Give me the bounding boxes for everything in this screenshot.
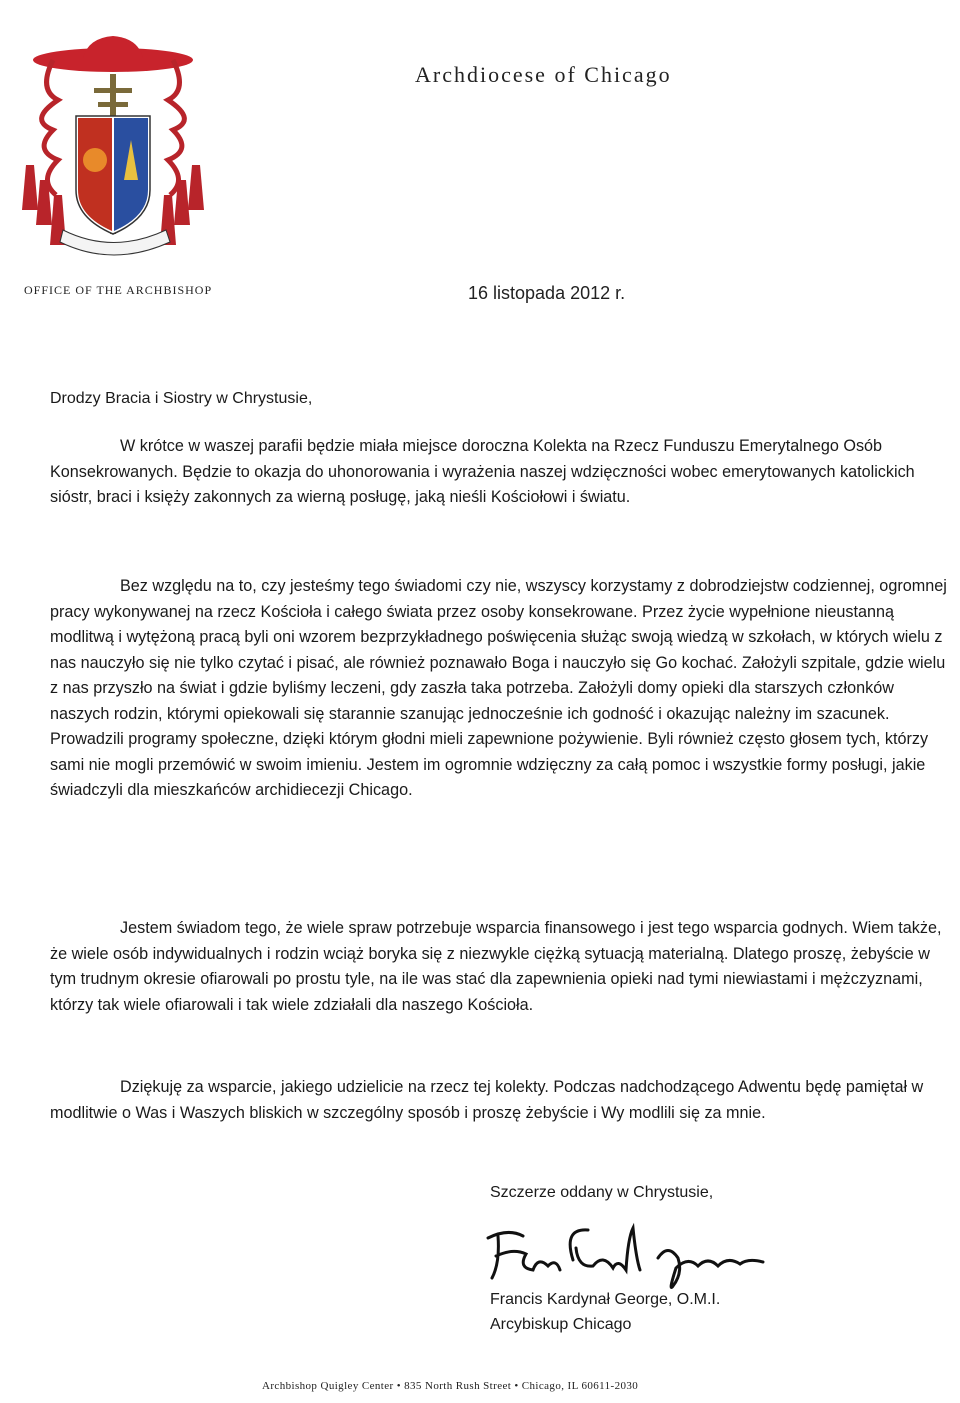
closing: Szczerze oddany w Chrystusie, — [490, 1184, 714, 1201]
body-paragraph-3: Jestem świadom tego, że wiele spraw potrzebuje wsparcia finansowego i jest tego wsparcia godnych. Wiem także, że wiele osób indywidualnych i rodzin wciąż boryka się z niezwykle ciężką sytuacją materialną. Dlatego proszę, żebyście w tym trudnym okresie ofiarowali po prostu tyle, na ile was stać dla zapewnienia opieki nad tymi niewiastami i mężczyznami, którzy tak wiele ofiarowali i tak wiele zdziałali dla naszego Kościoła. — [50, 919, 942, 1014]
signer-title: Arcybiskup Chicago — [490, 1316, 632, 1333]
signer-name: Francis Kardynał George, O.M.I. — [490, 1291, 721, 1308]
salutation: Drodzy Bracia i Siostry w Chrystusie, — [50, 390, 313, 407]
body-paragraph-1: W krótce w waszej parafii będzie miała miejsce doroczna Kolekta na Rzecz Funduszu Emerytalnego Osób Konsekrowanych. Będzie to okazja do uhonorowania i wyrażenia naszej wdzięczności wobec emerytowanych katolickich sióstr, braci i księży zakonnych za wierną posługę, jaką nieśli Kościołowi i światu. — [50, 437, 915, 506]
handwritten-signature-icon — [478, 1208, 778, 1298]
body-paragraph-2: Bez względu na to, czy jesteśmy tego świadomi czy nie, wszyscy korzystamy z dobrodziejstw codziennej, ogromnej pracy wykonywanej na rzecz Kościoła i całego świata przez osoby konsekrowane. Przez życie wypełnione nieustanną modlitwą i wytężoną pracą byli oni wzorem bezprzykładnego poświęcenia służąc swoją wiedzą w szkołach, w których wielu z nas nauczyło się nie tylko czytać i pisać, ale również poznawało Boga i nauczyło się Go kochać. Założyli szpitale, gdzie wielu z nas przyszło na świat i gdzie byliśmy leczeni, gdy zaszła taka potrzeba. Założyli domy opieki dla starszych członków naszych rodzin, którymi opiekowali się starannie szanując jednocześnie ich godność i okazując należny im szacunek. Prowadzili programy społeczne, dzięki którym głodni mieli zapewnione pożywienie. Byli również często głosem tych, którzy sami nie mogli przemówić w swoim imieniu. Jestem im ogromnie wdzięczny za całą pomoc i wszystkie formy posługi, jakie świadczyli dla mieszkańców archidiecezji Chicago. — [50, 577, 947, 799]
cardinal-coat-of-arms-icon — [18, 30, 208, 270]
letterhead-organization: Archdiocese of Chicago — [415, 62, 672, 87]
letterhead-office: OFFICE OF THE ARCHBISHOP — [24, 283, 213, 297]
letter-date: 16 listopada 2012 r. — [468, 283, 626, 303]
body-paragraph-4: Dziękuję za wsparcie, jakiego udzielicie na rzecz tej kolekty. Podczas nadchodzącego Adwentu będę pamiętał w modlitwie o Was i Waszych bliskich w szczególny sposób i proszę żebyście i Wy modlili się za mnie. — [50, 1078, 924, 1122]
footer-address: Archbishop Quigley Center • 835 North Rush Street • Chicago, IL 60611-2030 — [262, 1380, 639, 1392]
